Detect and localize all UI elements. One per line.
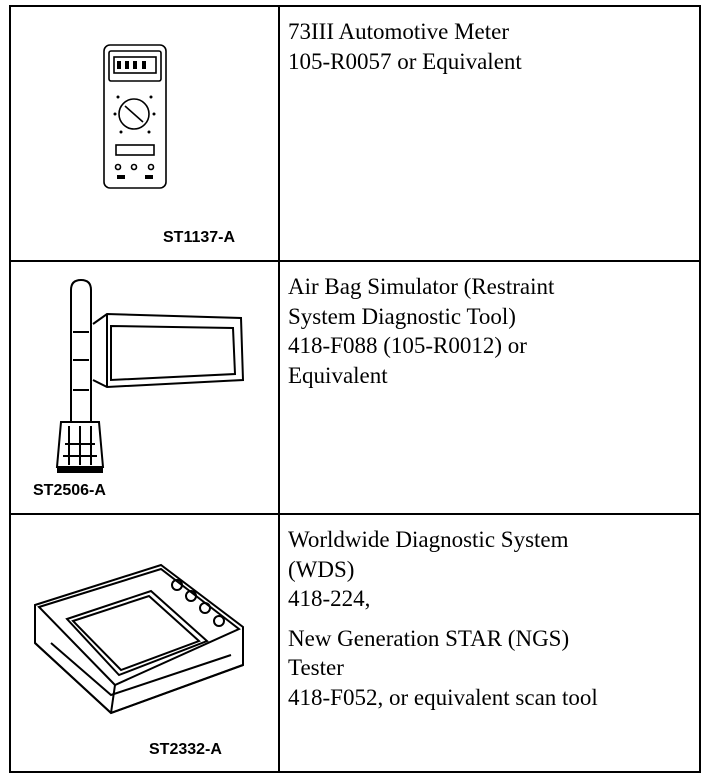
description-cell: [288, 17, 688, 76]
table-row: [11, 7, 699, 262]
illustration-cell: [11, 515, 278, 771]
illustration-code: ST1137-A: [163, 229, 236, 246]
description-line: 105-R0057 or Equivalent: [288, 48, 522, 74]
description-line: 73III Automotive Meter: [288, 19, 510, 44]
description-cell: [288, 525, 688, 712]
description-line: System Diagnostic Tool): [288, 303, 516, 329]
multimeter-icon: [11, 7, 278, 262]
tool-description: [288, 272, 688, 390]
illustration-code: ST2332-A: [149, 741, 222, 758]
tool-description: [288, 525, 688, 712]
column-divider: [278, 7, 280, 260]
description-cell: [288, 272, 688, 390]
air-bag-simulator-icon: [11, 262, 278, 515]
special-tools-table: [9, 5, 701, 773]
column-divider: [278, 262, 280, 513]
description-line: Air Bag Simulator (Restraint: [288, 274, 555, 299]
description-line: Tester: [288, 655, 344, 680]
description-line: 418-224,: [288, 586, 371, 611]
description-line: (WDS): [288, 556, 355, 582]
description-line: 418-F052, or equivalent scan tool: [288, 684, 598, 710]
illustration-code: ST2506-A: [33, 482, 106, 499]
table-row: [11, 515, 699, 771]
column-divider: [278, 515, 280, 771]
description-line: New Generation STAR (NGS): [288, 625, 570, 651]
illustration-cell: [11, 262, 278, 513]
tool-description: [288, 17, 688, 76]
description-line: Worldwide Diagnostic System: [288, 527, 569, 552]
description-line: 418-F088 (105-R0012) or: [288, 333, 527, 358]
illustration-cell: [11, 7, 278, 260]
table-row: [11, 262, 699, 515]
description-line: Equivalent: [288, 362, 388, 388]
scan-tool-icon: [11, 515, 278, 771]
